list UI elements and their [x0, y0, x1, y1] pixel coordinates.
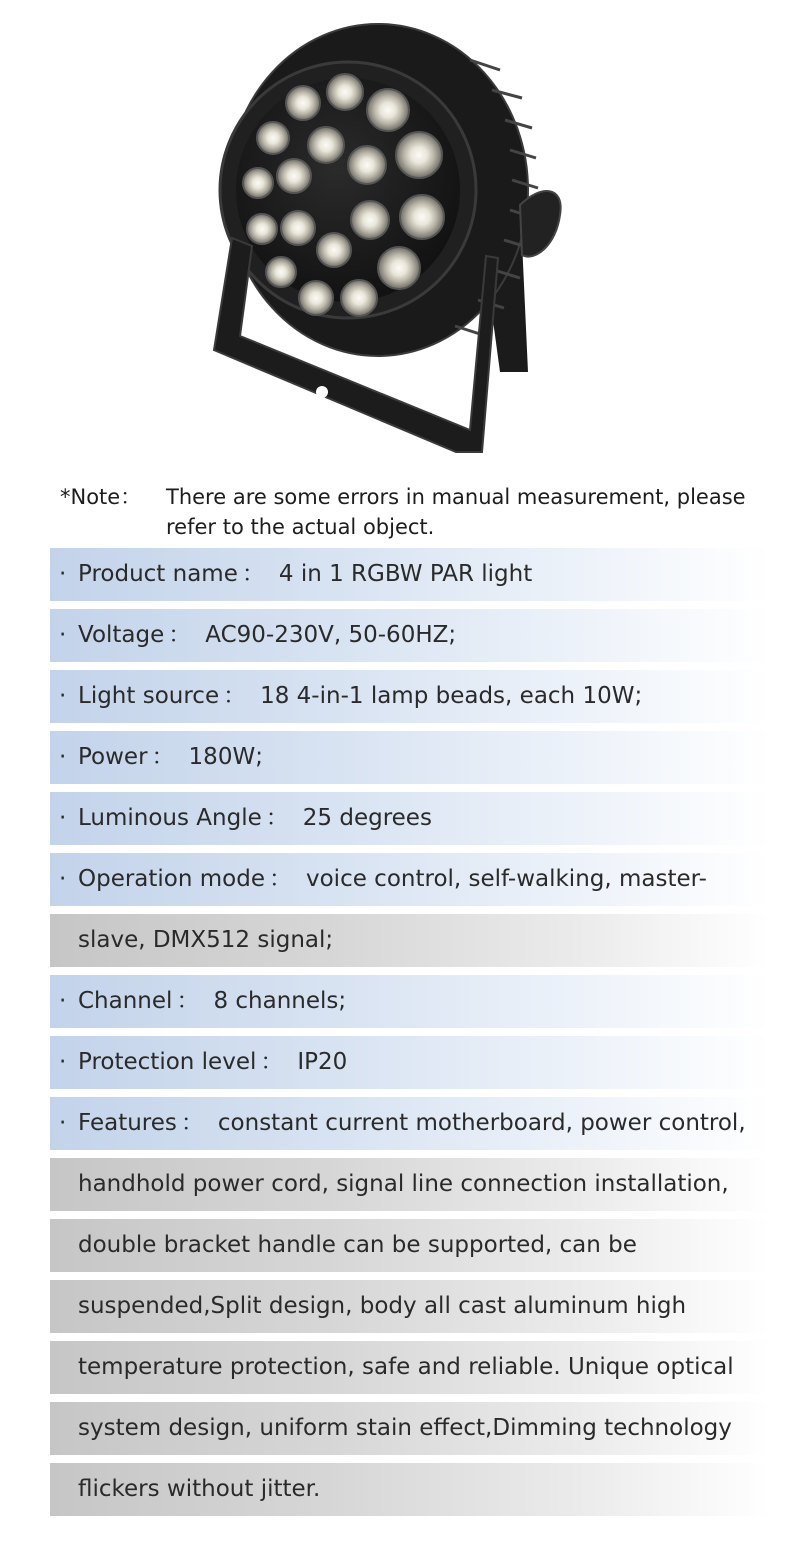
spec-row-voltage	[50, 609, 770, 662]
bullet: ·	[59, 683, 67, 709]
spec-row-features	[50, 1097, 770, 1150]
spec-value: 18 4-in-1 lamp beads, each 10W;	[260, 683, 643, 709]
spec-value: voice control, self-walking, master-	[306, 866, 707, 892]
spec-row-continuation	[50, 914, 770, 967]
spec-continuation-text: slave, DMX512 signal;	[78, 927, 334, 953]
bullet: ·	[59, 1110, 67, 1136]
spec-continuation-text: system design, uniform stain effect,Dimming technology	[78, 1415, 732, 1441]
spec-row-channel	[50, 975, 770, 1028]
spec-continuation-text: flickers without jitter.	[78, 1476, 321, 1502]
spec-value: 25 degrees	[302, 805, 432, 831]
spec-separator: ：	[180, 1110, 204, 1136]
spec-label: Luminous Angle	[78, 805, 262, 831]
spec-row-continuation	[50, 1219, 770, 1272]
spec-label: Power	[78, 744, 148, 770]
spec-continuation-text: handhold power cord, signal line connection installation,	[78, 1171, 729, 1197]
bullet: ·	[59, 805, 67, 831]
spec-label: Channel	[78, 988, 173, 1014]
spec-row-luminous-angle	[50, 792, 770, 845]
spec-value: 180W;	[188, 744, 263, 770]
note-label: *Note：	[60, 485, 142, 509]
spec-label: Voltage	[78, 622, 165, 648]
spec-continuation-text: double bracket handle can be supported, can be	[78, 1232, 637, 1258]
spec-row-continuation	[50, 1463, 770, 1516]
spec-separator: ：	[241, 561, 265, 587]
bullet: ·	[59, 988, 67, 1014]
spec-label: Operation mode	[78, 866, 265, 892]
spec-separator: ：	[168, 622, 192, 648]
spec-row-continuation	[50, 1341, 770, 1394]
spec-separator: ：	[151, 744, 175, 770]
spec-row-continuation	[50, 1158, 770, 1211]
spec-separator: ：	[260, 1049, 284, 1075]
bullet: ·	[59, 1049, 67, 1075]
spec-value: IP20	[297, 1049, 348, 1075]
spec-separator: ：	[269, 866, 292, 892]
spec-row-operation-mode	[50, 853, 770, 906]
spec-row-continuation	[50, 1402, 770, 1455]
spec-row-product-name	[50, 548, 770, 601]
spec-label: Product name	[78, 561, 238, 587]
bullet: ·	[59, 561, 67, 587]
spec-label: Features	[78, 1110, 177, 1136]
spec-continuation-text: suspended,Split design, body all cast aluminum high	[78, 1293, 687, 1319]
spec-continuation-text: temperature protection, safe and reliable. Unique optical	[78, 1354, 734, 1380]
par-light-product-image	[0, 0, 789, 470]
spec-separator: ：	[265, 805, 289, 831]
spec-row-power	[50, 731, 770, 784]
spec-row-continuation	[50, 1280, 770, 1333]
spec-row-light-source	[50, 670, 770, 723]
spec-separator: ：	[176, 988, 200, 1014]
bullet: ·	[59, 744, 67, 770]
spec-value: 4 in 1 RGBW PAR light	[278, 561, 533, 587]
bullet: ·	[59, 866, 67, 892]
spec-label: Light source	[78, 683, 220, 709]
note-text: There are some errors in manual measurement, please refer to the actual object.	[166, 485, 746, 539]
bullet: ·	[59, 622, 67, 648]
spec-separator: ：	[223, 683, 247, 709]
spec-value: 8 channels;	[213, 988, 347, 1014]
spec-value: constant current motherboard, power control,	[217, 1110, 746, 1136]
spec-value: AC90-230V, 50-60HZ;	[205, 622, 457, 648]
spec-label: Protection level	[78, 1049, 257, 1075]
spec-row-protection-level	[50, 1036, 770, 1089]
